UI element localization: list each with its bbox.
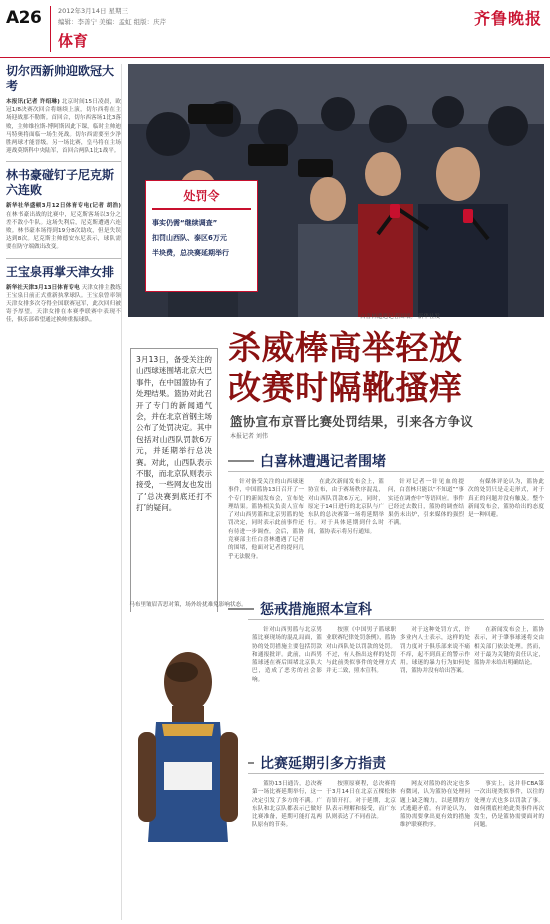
story-text: 天津女排主教练王宝泉日前正式重新执掌球队。王宝泉曾率领天津女排多次夺得全国联赛冠军，此次回归被寄予厚望。天津女排在本赛季联赛中表现不佳，俱乐部希望通过换帅重振球队。: [6, 284, 121, 324]
intro-box: 3月13日，备受关注的山西球迷围堵北京大巴事件，在中国篮协有了处理结果。篮协对此召开了专门的新闻通气会，并在北京首钢主场公布了处罚决定。其中包括对山西队罚款6万元，并延期举行总决赛。对此，山西队表示不服，而北京队则表示接受，一些网友也发出了‘总决赛到底还打不打’的疑问。: [130, 348, 218, 614]
headline-line-2: 改赛时隔靴搔痒: [228, 368, 463, 407]
headline-byline: 本报记者 刘伟: [230, 433, 268, 440]
paragraph: 针对备受关注的山西球迷事件，中国篮协13日召开了一个专门的新闻发布会，宣布处理结果。篮协相关负责人宣布了对山西男篮和北京男篮的处罚决定，同时表示此前事件还有待进一步调查。会后，篮协竞赛部主任白喜林遭遇了记者的围堵，他面对记者的提问几乎无法脱身。: [228, 479, 304, 560]
story-text: 北京时间15日凌晨，欧冠1/8决赛次回合将继续上演，切尔西将在主场迎战那不勒斯。首回合，切尔西客场1比3落败，主帅维拉斯-博阿斯因此下课，临时主帅迪马特奥将面临一场生死战。切尔西需要至少净胜两球才能晋级。另一场比赛，皇马将在主场迎战莫斯科中央陆军，首回合两队1比1战平。: [6, 99, 121, 155]
section-title: 惩戒措施照本宣科: [260, 602, 372, 618]
story-title: 林书豪碰钉子尼克斯六连败: [6, 168, 115, 198]
text-column: [474, 626, 544, 667]
paragraph: 针对山西男篮与北京男篮比赛现场的混乱局面，篮协的处罚措施主要包括罚款和通报批评。此前，山西男篮球迷在赛后围堵北京队大巴，造成了恶劣的社会影响。: [252, 627, 322, 683]
paragraph: 在新闻发布会上，篮协表示，对于肇事球迷将交由相关部门依法处理。然而，对于最为关键的责任认定，篮协并未给出明确结论。: [474, 627, 544, 667]
player-photo-caption: 马布里皱眉苦思对策，场外纷扰难免影响状态。: [129, 602, 247, 608]
story-byline: 本报讯(记者 许绍琳): [6, 99, 60, 105]
story-body: [6, 202, 121, 251]
page-number: A26: [6, 8, 42, 28]
story-title: 王宝泉再掌天津女排: [6, 264, 115, 279]
main-headline: [228, 328, 544, 408]
paragraph: 对于这种处罚方式，许多业内人士表示，这样的处罚力度对于俱乐部来说不痛不痒，起不到真正的警示作用。球迷的暴力行为如何处罚，篮协并没有给出答案。: [400, 627, 470, 675]
date-line: 2012年3月14日 星期三: [58, 7, 129, 15]
penalty-line: 扣罚山西队、泰区6万元: [152, 234, 227, 242]
story-body: [6, 284, 121, 325]
penalty-line: 半块费，总决赛延期举行: [152, 249, 229, 257]
section-title: 白喜林遭遇记者围堵: [260, 454, 386, 470]
paragraph: 网友对篮协的决定也多有微词，认为篮协在处理问题上缺乏魄力，以延期的方式逃避矛盾。有评论认为，篮协需要拿出更有效的措施维护联赛秩序。: [400, 781, 470, 829]
heading-bar: [228, 608, 254, 610]
text-column: [400, 626, 470, 676]
left-column: [6, 64, 122, 920]
penalty-title: 处罚令: [152, 187, 251, 210]
story-lin: [6, 168, 121, 251]
text-column: [252, 780, 322, 830]
basketball-player-image: [128, 612, 248, 842]
divider: [6, 161, 121, 162]
section-heading-2: [228, 598, 544, 620]
section-heading-1: [228, 450, 544, 472]
paragraph: 按照《中国男子篮球职业联赛纪律处罚条例》，篮协对山西队处以罚款的处罚。不过，有人指出这样的处罚与此前类似事件的处理方式并无二致，照本宣科。: [326, 627, 396, 675]
photo-caption: 白喜林遭遇记者围堵。 新华社发: [360, 314, 441, 320]
section-title: 比赛延期引多方指责: [260, 756, 386, 772]
paragraph: 按照原赛程，总决赛将于3月14日在北京五棵松体育馆开打。对于延期，北京队表示理解和接受，而广东队则表达了不同看法。: [326, 781, 396, 821]
subheadline: 篮协宣布京晋比赛处罚结果，引来各方争议: [230, 414, 474, 429]
text-column: [326, 626, 396, 676]
paragraph: 针对记者一针见血的提问，白喜林只能以“不知道”“事实还在调查中”等语回应。事件已经过去数日，篮协的调查结果仍未出炉，引来媒体的强烈不满。: [388, 479, 464, 527]
text-column: [228, 478, 304, 561]
section-name: 体育: [58, 32, 89, 50]
page-header: [0, 0, 550, 58]
story-title: 切尔西新帅迎欧冠大考: [6, 64, 115, 93]
text-column: [400, 780, 470, 830]
paragraph: 篮协13日通告，总决赛第一场比赛延期举行，这一决定引发了多方的不满。广东队和北京队都表示已做好比赛准备，延期可能打乱两队原有的节奏。: [252, 781, 322, 829]
story-byline: 新华社华盛顿3月12日体育专电(记者 胡浩): [6, 203, 121, 210]
story-text: 在林书豪出战的比赛中，尼克斯客场以3分之差不敌小牛队。这场失利后，尼克斯遭遇六连败。林书豪本场得到19分8次助攻，但是失误达到8次。尼克斯主帅德安东尼表示，球队需要在防守端做出改变。: [6, 211, 121, 251]
story-body: [6, 98, 121, 155]
divider: [6, 258, 121, 259]
editor-line: 编辑：李善宁 美编：孟虹 组版：庆芹: [58, 18, 167, 26]
penalty-line: 事实仍需“继续调查”: [152, 219, 218, 227]
story-byline: 新华社天津3月13日体育专电: [6, 284, 80, 291]
player-photo: [128, 612, 248, 842]
text-column: [252, 626, 322, 684]
header-divider: [50, 6, 51, 52]
penalty-box: [145, 180, 258, 292]
heading-bar: [228, 460, 254, 462]
paragraph: 事实上，这并非CBA第一次出现类似事件，以往的处理方式也多以罚款了事。如何彻底杜绝此类事件再次发生，仍是篮协需要面对的问题。: [474, 781, 544, 829]
text-column: [388, 478, 464, 528]
text-column: [474, 780, 544, 830]
paragraph: 有媒体评论认为，篮协此次的处罚只是走走形式，对于真正的问题并没有触及。整个新闻发布会，篮协给出的态度是一种回避。: [468, 479, 544, 519]
story-wang: [6, 265, 121, 325]
headline-line-1: 杀威棒高举轻放: [228, 328, 463, 367]
text-column: [468, 478, 544, 519]
text-column: [308, 478, 384, 536]
masthead-logo: 齐鲁晚报: [473, 9, 542, 28]
story-chelsea: [6, 64, 121, 155]
paragraph: 在此次新闻发布会上，篮协宣布，由于赛场秩序混乱，对山西队罚款6万元，同时，原定于14日进行的北京队与广东队的总决赛第一场将延期举行。对于具体延期到什么时间，篮协表示将另行通知。: [308, 479, 384, 535]
header-meta: [58, 6, 166, 28]
section-heading-3: [228, 752, 544, 774]
text-column: [326, 780, 396, 821]
